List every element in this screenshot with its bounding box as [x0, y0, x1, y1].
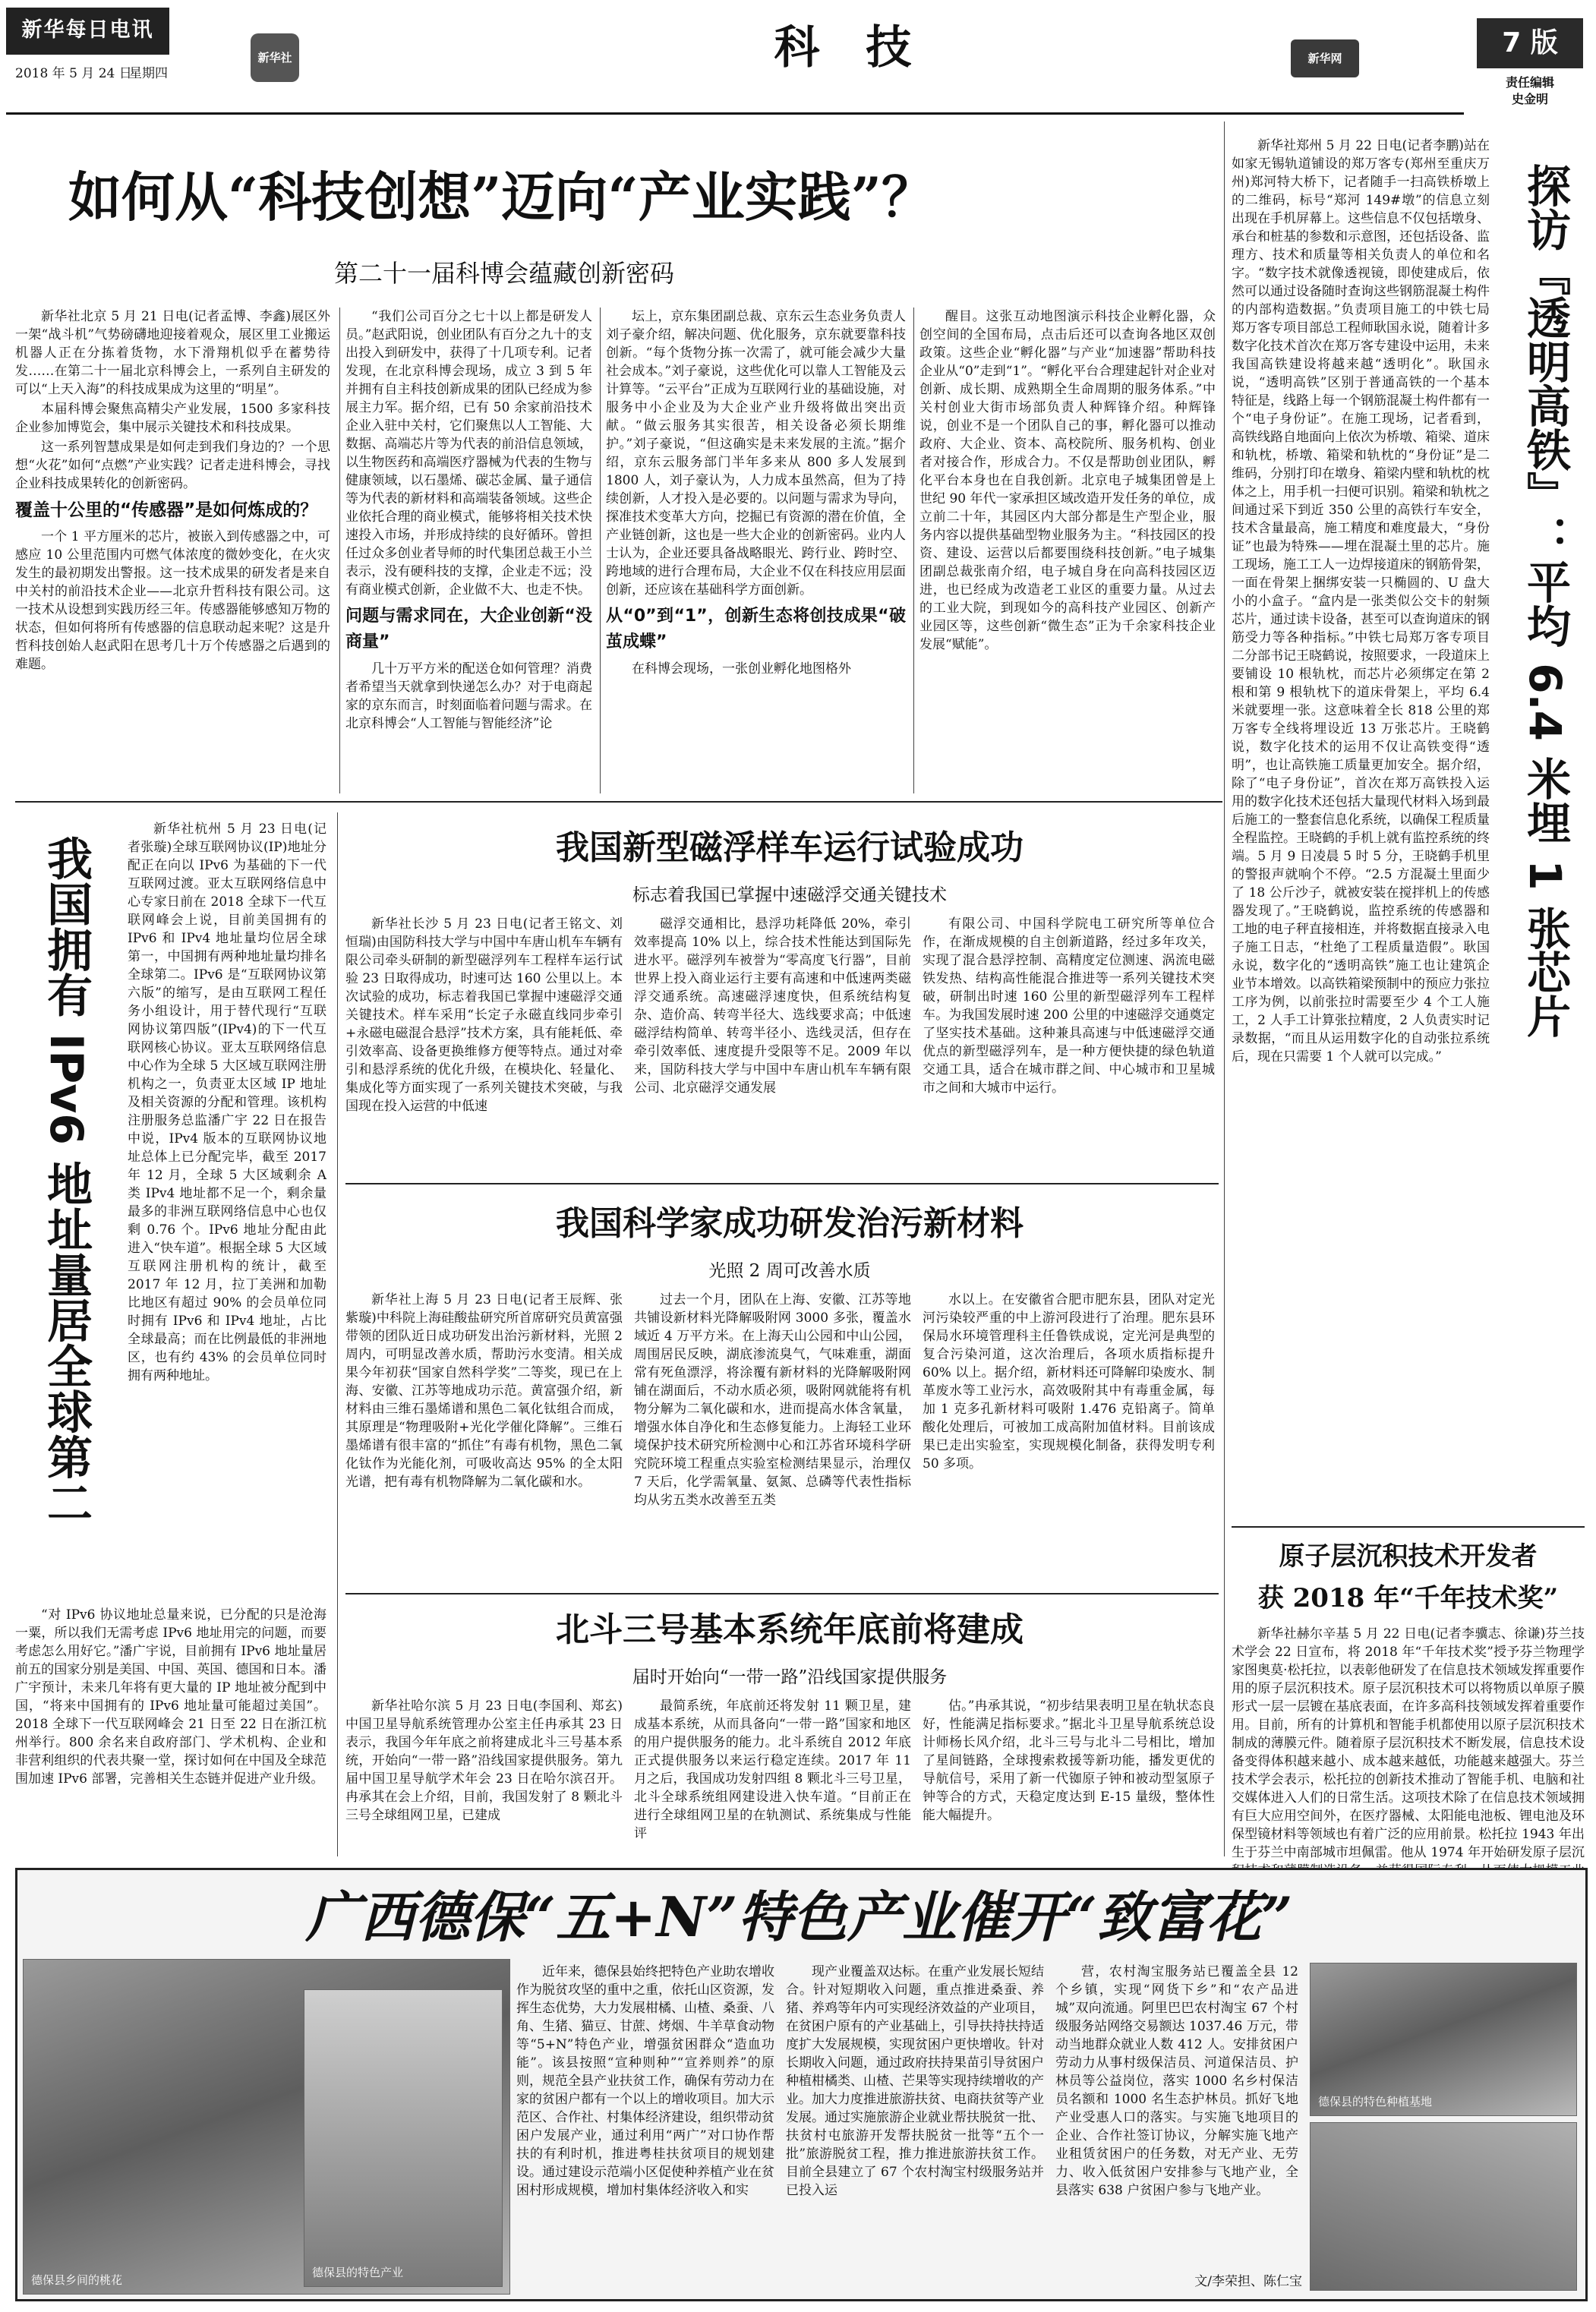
- article8-column-3: [1055, 1963, 1298, 2266]
- photo-caption-right: 德保县的特色种植基地: [1318, 2095, 1433, 2109]
- article4-body-2: 最简系统，年底前还将发射 11 颗卫星，建成基本系统，从而具备向“一带一路”国家和地区的用户提供服务的能力。北斗系统自 2012 年底正式提供服务以来运行稳定连续。2017 年 11 月之后，我国成功发射四组 8 颗北斗三号卫星，北斗全球系统组网建设进入快车道。“目前正在进行全球组网卫星的在轨测试、系统集成与性能评: [634, 1699, 911, 1841]
- article2-column-2: [634, 915, 911, 1177]
- article-subhead-pollution: 光照 2 周可改善水质: [708, 1261, 871, 1281]
- column-divider: [337, 812, 338, 1856]
- section-rule: [345, 1593, 1219, 1594]
- masthead-rule: [6, 112, 1464, 115]
- article4-body-1: 新华社哈尔滨 5 月 23 日电(李国利、郑玄)中国卫星导航系统管理办公室主任冉承其 23 日表示，我国今年年底之前将建成北斗三号基本系统，开始向“一带一路”沿线国家提供服务。第九届中国卫星导航学术年会 23 日在哈尔滨召开。冉承其在会上介绍，目前，我国发射了 8 颗北斗三号全球组网卫星，已建成: [345, 1699, 623, 1823]
- article5-body-2: “对 IPv6 协议地址总量来说，已分配的只是沧海一粟，所以我们无需考虑 IPv6 地址用完的问题，而要考虑怎么用好它。”潘广宇说，目前拥有 IPv6 地址量居前五的国家分别是美国、中国、英国、德国和日本。潘广宇预计，未来几年将有更大量的 IP 地址被分配到中国，“将来中国拥有的 IPv6 地址量可能超过美国”。2018 全球下一代互联网峰会 21 日至 22 日在浙江杭州举行。800 余名来自政府部门、学术机构、企业和非营利组织的代表共聚一堂，探讨如何在中国及全球范围加速 IPv6 部署，完善相关生态链并促进产业升级。: [15, 1607, 326, 1787]
- article4-column-3: [923, 1697, 1215, 1856]
- section-rule: [15, 801, 1222, 803]
- section-title-box: [623, 6, 1078, 90]
- article8-body-3: 营，农村淘宝服务站已覆盖全县 12 个乡镇，实现“网货下乡”和“农产品进城”双向流通。阿里巴巴农村淘宝 67 个村级服务站网络交易额达 1037.46 万元，带动当地群众就业人数 412 人。安排贫困户劳动力从事村级保洁员、河道保洁员、护林员等公益岗位，落实 1000 名乡村保洁员名额和 1000 名生态护林员。抓好飞地产业受惠人口的落实。与实施飞地项目的企业、合作社签订协议，分解实施飞地产业租赁贫困户的任务数，对无产业、无劳力、收入低贫困户安排参与飞地产业，全县落实 638 户贫困户参与飞地产业。: [1055, 1964, 1298, 2198]
- section-rule: [345, 1183, 1219, 1184]
- article1-body-1b: 一个 1 平方厘米的芯片，被嵌入到传感器之中，可感应 10 公里范围内可燃气体浓度的微妙变化，在火灾发生的最初期发出警报。这一技术成果的研发者是来自中关村的前沿技术企业——北京升哲科技有限公司。这一技术从设想到实践历经三年。传感器能够感知万物的状态，但如何将所有传感器的信息联动起来呢？这是升哲科技创始人赵武阳在思考几十万个传感器之后遇到的难题。: [15, 529, 330, 672]
- article5-column-2: [15, 1606, 326, 1856]
- article1-column-1: [15, 308, 330, 793]
- article1-column-3: [606, 308, 906, 793]
- article2-body-1: 新华社长沙 5 月 23 日电(记者王铭文、刘恒瑞)由国防科技大学与中国中车唐山机车车辆有限公司牵头研制的新型磁浮列车工程样车运行试验 23 日取得成功，时速可达 160 公里以上。本次试验的成功，标志着我国已掌握中速磁浮交通关键技术。样车采用“长定子永磁直线同步牵引+永磁电磁混合悬浮”技术方案，具有能耗低、牵引效率高、设备更换维修方便等特点。通过对牵引和悬浮系统的优化升级，在模块化、轻量化、集成化等方面实现了一系列关键技术突破，与我国现在投入运营的中低速: [345, 916, 623, 1114]
- photo-greenhouse-workers: [1310, 2122, 1577, 2291]
- column-divider: [600, 308, 601, 793]
- article-headline-pollution: 我国科学家成功研发治污新材料: [556, 1204, 1024, 1243]
- column-divider: [913, 308, 914, 793]
- article8-body-2: 现产业覆盖双达标。在重产业发展长短结合。针对短期收入问题，重点推进桑蚕、养猪、养鸡等年内可实现经济效益的产业项目，在贫困户原有的产业基础上，引导扶持扶持适度扩大发展规模，实现贫困户更快增收。针对长期收入问题，通过政府扶持果苗引导贫困户种植柑橘类、山楂、芒果等实现持续增收的产业。加大力度推进旅游扶贫、电商扶贫等产业发展。通过实施旅游企业就业帮扶脱贫一批、扶贫村屯旅游开发帮扶脱贫一批等“五个一批”旅游脱贫工程，推力推进旅游扶贫工作。目前全县建立了 67 个农村淘宝村级服务站并已投入运: [786, 1964, 1044, 2198]
- article8-column-2: [786, 1963, 1044, 2289]
- article1-column-2: [345, 308, 592, 793]
- article8-byline: 文/李荣担、陈仁宝: [1194, 2274, 1302, 2289]
- article-headline-ald-line1: 原子层沉积技术开发者: [1279, 1541, 1538, 1572]
- article1-para2: 本届科博会聚焦高精尖产业发展，1500 多家科技企业参加博览会，集中展示关键技术和科技成果。: [15, 402, 330, 435]
- article-subhead-beidou: 届时开始向“一带一路”沿线国家提供服务: [632, 1667, 948, 1687]
- editor-name: 史金明: [1511, 92, 1548, 106]
- issue-weekday: 星期四: [129, 66, 168, 81]
- article3-body-1: 新华社上海 5 月 23 日电(记者王辰辉、张紫璇)中科院上海硅酸盐研究所首席研究员黄富强带领的团队近日成功研发出治污新材料，光照 2 周内，可明显改善水质，帮助污水变清。相关成果今年初获“国家自然科学奖”二等奖，现已在上海、安徽、江苏等地成功示范。黄富强介绍，新材料由三维石墨烯谱和黑色二氧化钛组合而成，其原理是“物理吸附+光化学催化降解”。三维石墨烯谱有很丰富的“抓住”有毒有机物，黑色二氧化钛作为光能化剂，可吸收高达 95% 的全太阳光谱，把有毒有机物降解为二氧化碳和水。: [345, 1292, 623, 1490]
- section-title: 科 技: [774, 21, 927, 74]
- article2-body-2: 磁浮交通相比，悬浮功耗降低 20%，牵引效率提高 10% 以上，综合技术性能达到国际先进水平。磁浮列车被誉为“零高度飞行器”，目前世界上投入商业运行主要有高速和中低速两类磁浮交通系统。高速磁浮速度快，但系统结构复杂、造价高、转弯半径大、选线要求高；中低速磁浮结构简单、转弯半径小、选线灵活，但存在牵引效率低、速度提升受限等不足。2009 年以来，国防科技大学与中国中车唐山机车车辆有限公司、北京磁浮交通发展: [634, 916, 911, 1096]
- photo-caption-left: 德保县乡间的桃花: [31, 2273, 123, 2287]
- article1-body-3b: 在科博会现场，一张创业孵化地图格外: [632, 661, 851, 677]
- article2-column-3: [923, 915, 1215, 1177]
- article3-body-2: 过去一个月，团队在上海、安徽、江苏等地共铺设新材料光降解吸附网 3000 多张，覆盖水域近 4 万平方米。在上海天山公园和中山公园，周围居民反映，湖底渗流臭气，气味难重，湖面常有死鱼漂浮，将涂覆有新材料的光降解吸附网铺在湖面后，不动水质必须，吸附网就能将有机物分解为二氧化碳和水，进而提高水体含氧量，增强水体自净化和生态修复能力。上海轻工业环境保护技术研究所检测中心和江苏省环境科学研究院环境工程重点实验室检测结果显示，治理仅 7 天后，化学需氧量、氨氮、总磷等代表性指标均从劣五类水改善至五类: [634, 1292, 911, 1508]
- article4-column-1: [345, 1697, 623, 1856]
- article-subhead-maglev: 标志着我国已掌握中速磁浮交通关键技术: [632, 885, 947, 905]
- article3-column-2: [634, 1291, 911, 1587]
- article-headline-maglev: 我国新型磁浮样车运行试验成功: [556, 828, 1024, 867]
- article2-body-3: 有限公司、中国科学院电工研究所等单位合作，在渐成规模的自主创新道路，经过多年攻关，实现了混合悬浮控制、高精度定位测速、涡流电磁铁发热、结构高性能混合推进等一系列关键技术突破，研制出时速 160 公里的新型磁浮列车工程样车。为我国发展时速 200 公里的中速磁浮交通奠定了坚实技术基础。这种兼具高速与中低速磁浮交通优点的新型磁浮列车，是一种方便快捷的绿色轨道交通工具，适合在城市群之间、中心城市和卫星城市之间和大城市中运行。: [923, 916, 1215, 1096]
- article2-column-1: [345, 915, 623, 1177]
- article-headline-transparent-rail: 探访『透明高铁』：平均 6.4 米埋 1 张芯片: [1519, 163, 1571, 1038]
- article3-column-1: [345, 1291, 623, 1587]
- article1-body-3: 坛上，京东集团副总裁、京东云生态业务负责人刘子豪介绍，解决问题、优化服务，京东就要靠科技创新。“每个货物分拣一次需了，就可能会减少大量社会成本。”刘子豪说，这些优化可以靠人工智能及云计算等。“云平台”正成为互联网行业的基础设施，对服务中小企业及为大企业产业升级将做出突出贡献。“做云服务其实很苦，相关设备必须长期维护。”刘子豪说，“但这确实是未来发展的主流。”据介绍，京东云服务部门半年多来从 800 多人发展到 1800 人，刘子豪认为，人力成本虽然高，但为了持续创新，人才投入是必要的。以问题与需求为导向，探准技术变革大方向，挖掘已有资源的潜在价值，全产业链创新，这也是一些大企业的创新密码。业内人士认为，企业还要具备战略眼光、跨行业、跨时空、跨地域的进行合理布局，大企业不仅在科技应用层面创新，还应该在基础科学方面创新。: [606, 309, 906, 598]
- xinhuanet-logo-text: 新华网: [1307, 52, 1342, 65]
- xinhuanet-logo: [1291, 39, 1359, 77]
- xinhua-logo: [251, 33, 299, 82]
- article4-column-2: [634, 1697, 911, 1856]
- editor-label: 责任编辑: [1505, 75, 1554, 90]
- article4-body-3: 估。”冉承其说，“初步结果表明卫星在轨状态良好，性能满足指标要求。”据北斗卫星导航系统总设计师杨长风介绍，北斗三号与北斗二号相比，增加了星间链路，全球搜索救援等新功能，播发更优的导航信号，采用了新一代铷原子钟和被动型氢原子钟等合的方式，天稳定度达到 E-15 量级，整体性能大幅提升。: [923, 1699, 1215, 1823]
- article1-column-4: [919, 308, 1216, 793]
- photo-farmer-woman: [304, 1989, 503, 2287]
- article7-column: [1232, 1625, 1585, 1860]
- article1-subhead-3: 从“0”到“1”，创新生态将创技成果“破茧成蝶”: [606, 607, 906, 651]
- article-headline-beidou: 北斗三号基本系统年底前将建成: [556, 1610, 1024, 1649]
- article-subhead-kejichuangxiang: 第二十一届科博会蕴藏创新密码: [334, 259, 675, 288]
- article-headline-ipv6: 我国拥有 IPv6 地址量居全球第二: [39, 835, 93, 1525]
- photo-farm-field: [1310, 1963, 1577, 2116]
- column-divider: [339, 308, 340, 793]
- article1-body-2b: 几十万平方米的配送仓如何管理？消费者希望当天就拿到快递怎么办？对于电商起家的京东而言，时刻面临着问题与需求。在北京科博会“人工智能与智能经济”论: [345, 661, 592, 731]
- article1-body-2: “我们公司百分之七十以上都是研发人员。”赵武阳说，创业团队有百分之九十的支出投入到研发中，获得了十几项专利。记者发现，在北京科博会现场，成立 3 到 5 年并拥有自主科技创新成果的团队已经成为参展主力军。据介绍，已有 50 余家前沿技术企业入驻中关村，它们聚焦以人工智能、大数据、高端芯片等为代表的前沿信息领域，以生物医药和高端医疗器械为代表的生物与健康领域，以石墨烯、碳芯金属、量子通信等为代表的新材料和高端装备领域。这些企业依托合理的商业模式，能够将相关技术快速投入市场，并形成持续的良好循环。曾担任过众多创业者导师的时代集团总裁王小兰表示，没有硬科技的支撑，企业走不远；没有商业模式创新，企业做不大、也走不快。: [345, 309, 592, 598]
- paper-name: 新华每日电讯: [21, 18, 154, 42]
- column-divider: [1224, 121, 1225, 1856]
- article5-column-1: [128, 820, 326, 1602]
- article3-body-3: 水以上。在安徽省合肥市肥东县，团队对定光河污染较严重的中上游河段进行了治理。肥东县环保局水环境管理科主任鲁铁成说，定光河是典型的复合污染河道，这次治理后，各项水质指标提升 60% 以上。据介绍，新材料还可降解印染废水、制革废水等工业污水，高效吸附其中有毒重金属，每加 1 克多孔新材料可吸附 1.476 克铅离子。简单酸化处理后，可被加工成高附加值材料。目前该成果已走出实验室，实现规模化制备，获得发明专利 50 多项。: [923, 1292, 1215, 1471]
- article-headline-debao: 广西德保“五+N”特色产业催开“致富花”: [305, 1885, 1293, 1949]
- article-headline-ald-line2: 获 2018 年“千年技术奖”: [1257, 1583, 1559, 1613]
- article1-lead: 新华社北京 5 月 21 日电(记者孟博、李鑫)展区外一架“战斗机”气势磅礴地迎接着观众，展区里工业搬运机器人正在分拣着货物，水下滑翔机似乎在蓄势待发……在第二十一届北京科博会上，一系列自主研发的可以“上天入海”的科技成果成为这里的“明星”。: [15, 309, 330, 397]
- photo-caption-mid: 德保县的特色产业: [312, 2266, 404, 2279]
- article6-body: 新华社郑州 5 月 22 日电(记者李鹏)站在如家无锡轨道铺设的郑万客专(郑州至重庆万州)郑河特大桥下，记者随手一扫高铁桥墩上的二维码，标号“郑河 149#墩”的信息立刻出现在手机屏幕上。这些信息不仅包括墩身、承台和桩基的参数和示意图，还包括设备、监理方、技术和质量等相关负责人的单位和名字。“数字技术就像透视镜，即使建成后，依然可以通过设备随时查询这些钢筋混凝土构件的内部构造数据。”负责项目施工的中铁七局郑万客专项目部总工程师耿国永说，随着计多数字化技术首次在郑万客专建设中运用，未来我国高铁建设将越来越“透明化”。耿国永说，“透明高铁”区别于普通高铁的一个基本特征是，线路上每一个钢筋混凝土构件都有一个“电子身份证”。在施工现场，记者看到，高铁线路自地面向上依次为桥墩、箱梁、道床和轨枕，桥墩、箱梁和轨枕的“身份证”是二维码，分别打印在墩身、箱梁内壁和轨枕的枕体之上，用手机一扫便可识别。箱梁和轨枕之间通过采下到近 350 公里的高铁行车安全，技术含量最高，施工精度和难度最大，“身份证”也最为特殊——埋在混凝土里的芯片。施工现场，施工工人一边焊接道床的钢筋骨架，一面在骨架上捆绑安装一只椭圆的、U 盘大小的小盒子。“盒内是一张类似公交卡的射频芯片，通过读卡设备，甚至可以查询道床的钢筋受力等各种指标。”中铁七局郑万客专项目二分部书记王晓鹤说，按照要求，一段道床上要铺设 10 根轨枕，而芯片必须绑定在第 2 根和第 9 根轨枕下的道床骨架上，平均 6.4 米就要埋一张。这意味着全长 818 公里的郑万客专全线将埋设近 13 万张芯片。王晓鹤说，数字化技术的运用不仅让高铁变得“透明”，也让高铁施工质量更加安全。据介绍，除了“电子身份证”，首次在郑万高铁投入运用的数字化技术还包括大量现代材料入场到最后施工的一整套信息化系统，以确保工程质量全程监控。王晓鹤的手机上就有监控系统的终端。5 月 9 日凌晨 5 时 5 分，王晓鹤手机里的警报声就响个不停。“2.5 方混凝土里面少了 18 公斤沙子，就被安装在搅拌机上的传感器发现了。”王晓鹤说，监控系统的传感器和工地的电子秤直接相连，并将数据直接录入电子施工日志，“杜绝了工程质量造假”。耿国永说，数字化的“透明高铁”施工也让建筑企业节本增效。以高铁箱梁预制中的预应力张拉工序为例，以前张拉时需要至少 4 个工人施工，2 人手工计算张拉精度，2 人负责实时记录数据，“而且从运用数字化的自动张拉系统后，现在只需要 1 个人就可以完成。”: [1232, 138, 1490, 1065]
- article8-column-1: [516, 1963, 774, 2289]
- article-headline-kejichuangxiang: 如何从“科技创想”迈向“产业实践”？: [68, 166, 935, 229]
- page-number: 7 版: [1502, 27, 1558, 58]
- article1-para3: 这一系列智慧成果是如何走到我们身边的？一个思想“火花”如何“点燃”产业实践？记者走进科博会，寻找企业科技成果转化的创新密码。: [15, 440, 330, 491]
- article5-body-1: 新华社杭州 5 月 23 日电(记者张璇)全球互联网协议(IP)地址分配正在向以 IPv6 为基础的下一代互联网过渡。亚太互联网络信息中心专家日前在 2018 全球下一代互联网峰会上说，目前美国拥有的 IPv6 和 IPv4 地址量均位居全球第一，中国拥有两种地址量均排名全球第二。IPv6 是“互联网协议第六版”的缩写，是由互联网工程任务小组设计，用于替代现行“互联网协议第四版”(IPv4)的下一代互联网核心协议。亚太互联网络信息中心作为全球 5 大区域互联网注册机构之一，负责亚太区域 IP 地址及相关资源的分配和管理。该机构注册服务总监潘广宇 22 日在报告中说，IPv4 版本的互联网协议地址总体上已分配完毕，截至 2017 年 12 月，全球 5 大区域剩余 A 类 IPv4 地址都不足一个，剩余量最多的非洲互联网络信息中心也仅剩 0.76 个。IPv6 地址分配由此进入“快车道”。根据全球 5 大区域互联网注册机构的统计，截至 2017 年 12 月，拉丁美洲和加勒比地区有超过 90% 的会员单位同时拥有 IPv6 和 IPv4 地址，占比全球最高；而在比例最低的非洲地区，也有约 43% 的会员单位同时拥有两种地址。: [128, 822, 326, 1383]
- issue-date: 2018 年 5 月 24 日: [15, 66, 132, 81]
- section-rule: [1232, 1526, 1585, 1528]
- article7-body: 新华社赫尔辛基 5 月 22 日电(记者李骥志、徐谦)芬兰技术学会 22 日宣布，将 2018 年“千年技术奖”授予芬兰物理学家图奥莫·松托拉，以表彰他研发了在信息技术领域发挥重要作用的原子层沉积技术。原子层沉积技术可以将物质以单原子膜形式一层一层镀在基底表面，在许多高科技领域发挥着重要作用。目前，所有的计算机和智能手机都使用以原子层沉积技术制成的薄膜元件。随着原子层沉积技术不断发展，信息技术设备变得体积越来越小、成本越来越低，功能越来越强大。芬兰技术学会表示，松托拉的创新技术推动了智能手机、电脑和社交媒体进入人们的日常生活。这项技术除了在信息技术领域拥有巨大应用空间外，在医疗器械、太阳能电池板、锂电池及环保型镜材料等领域也有着广泛的应用前景。松托拉 1943 年出生于芬兰中南部城市坦佩雷。他从 1974 年开始研发原子层沉: [1232, 1626, 1585, 1860]
- article1-body-4: 醒目。这张互动地图演示科技企业孵化器，众创空间的全国布局，点击后还可以查询各地区双创政策。这些企业“孵化器”与产业“加速器”帮助科技企业从“0”走到“1”。“孵化平台合理建起针对企业对创新、成长期、成熟期全生命周期的服务体系。”中关村创业大街市场部负责人种辉锋介绍。种辉锋说，创业不是一个团队自己的事，孵化器可以推动政府、大企业、资本、高校院所、服务机构、创业者对接合作，形成合力。不仅是帮助创业团队，孵化平台本身也在自我创新。北京电子城集团曾是上世纪 90 年代一家承担区域改造开发任务的单位，成立前二十年，其园区内大部分都是生产型企业，服务内容以提供基础型物业服务为主。“科技园区的投资、建设、运营以后都要围绕科技创新。”电子城集团副总裁张南介绍，电子城自身在向高科技园区迈进，也已经成为改造老工业区的重要力量。从过去的工业大院，到现如今的高科技产业园区、创新产业园区等，这些创新“微生态”正为千余家科技企业发展“赋能”。: [919, 309, 1216, 652]
- paper-name-banner: [6, 8, 169, 55]
- article3-column-3: [923, 1291, 1215, 1587]
- article1-subhead-1: 覆盖十公里的“传感器”是如何炼成的？: [15, 500, 318, 520]
- article8-body-1: 近年来，德保县始终把特色产业助农增收作为脱贫攻坚的重中之重，依托山区资源，发挥生态优势，大力发展柑橘、山楂、桑蚕、八角、生猪、猫豆、甘蔗、烤烟、牛羊草食动物等“5+N”特色产业，增强贫困群众“造血功能”。该县按照“宣种则种”“宣养则养”的原则，规范全县产业扶贫工作，确保有劳动力在家的贫困户都有一个以上的增收项目。加大示范区、合作社、村集体经济建设，组织带动贫困户发展产业，通过利用“两广”对口协作帮扶的有利时机，推进粤桂扶贫项目的规划建设。通过建设示范端小区促使种养植产业在贫困村形成规模，增加村集体经济收入和实: [516, 1964, 774, 2198]
- article1-subhead-2: 问题与需求同在，大企业创新“没商量”: [345, 607, 592, 651]
- xinhua-logo-text: 新华社: [257, 51, 292, 65]
- article6-column: [1232, 137, 1490, 1522]
- page-number-box: [1477, 18, 1583, 68]
